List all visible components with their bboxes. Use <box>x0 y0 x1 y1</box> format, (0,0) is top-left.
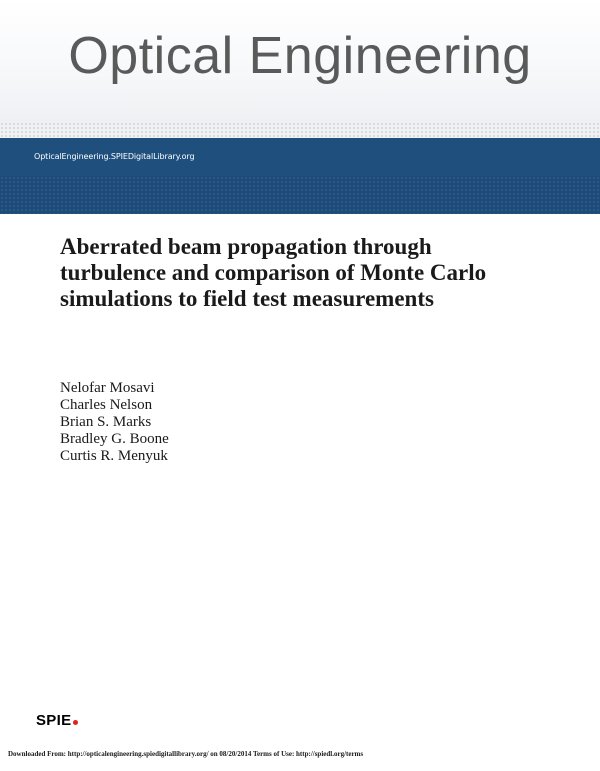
banner-texture <box>0 176 600 214</box>
author-name: Curtis R. Menyuk <box>60 448 168 464</box>
journal-masthead <box>0 0 600 122</box>
author-list <box>60 380 169 465</box>
download-footer: Downloaded From: http://opticalengineering.spiedigitallibrary.org/ on 08/20/2014 Terms of Use: http://spiedl.org/terms <box>8 750 364 758</box>
article-title: Aberrated beam propagation through turbulence and comparison of Monte Carlo simulations to field test measurements <box>60 234 487 311</box>
masthead-texture <box>0 122 600 138</box>
banner-top <box>0 138 600 176</box>
logo-dot-icon <box>73 720 78 725</box>
spie-logo <box>36 712 78 729</box>
author-name: Bradley G. Boone <box>60 431 169 447</box>
author-name: Brian S. Marks <box>60 414 152 430</box>
journal-title: Optical Engineering <box>68 27 532 85</box>
spie-logo-text: SPIE <box>36 712 72 729</box>
journal-banner <box>0 138 600 214</box>
author-name: Nelofar Mosavi <box>60 380 155 396</box>
journal-url[interactable]: OpticalEngineering.SPIEDigitalLibrary.org <box>34 152 195 161</box>
author-name: Charles Nelson <box>60 397 153 413</box>
